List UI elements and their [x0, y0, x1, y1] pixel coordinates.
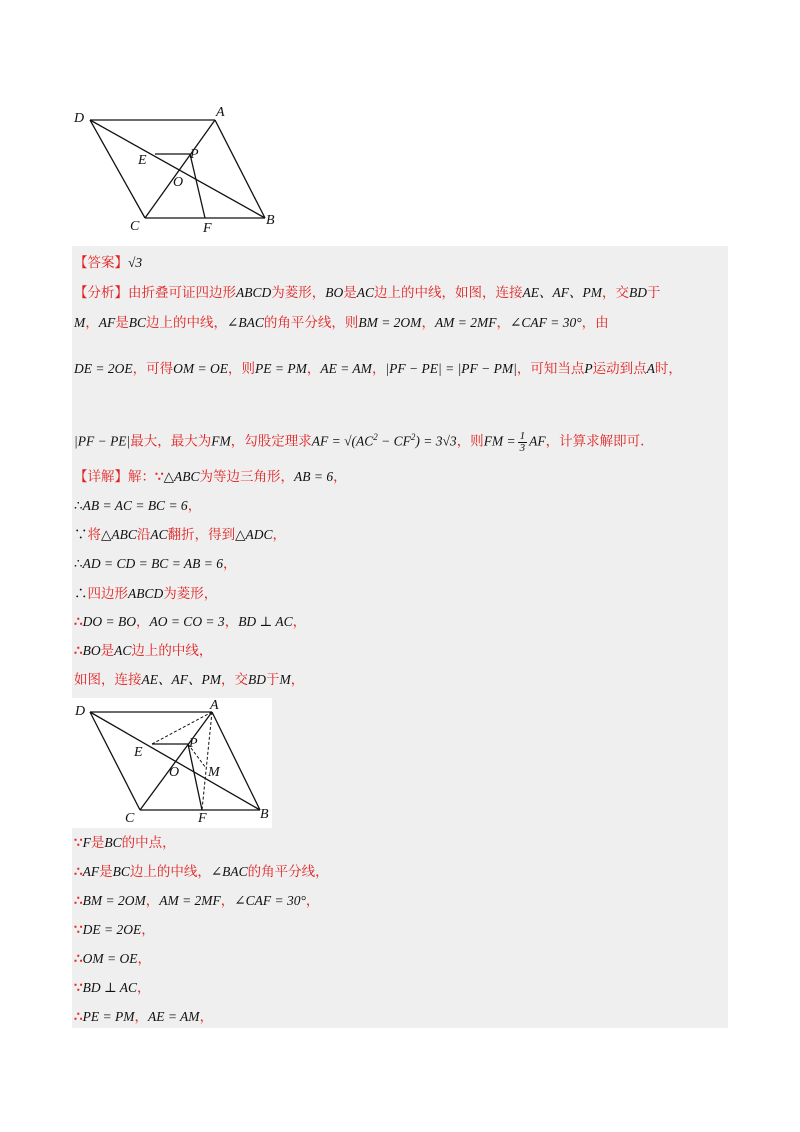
text-run: 边上的中线，	[146, 315, 228, 331]
detail-line-1	[74, 468, 347, 486]
text-run: AF = √(AC	[311, 433, 374, 449]
detail-tag: 【详解】	[74, 469, 128, 485]
text-run: AB = AC = BC = 6	[82, 498, 188, 513]
segment-PF	[190, 154, 205, 218]
text-run: DE = 2OE	[74, 361, 133, 376]
text-run: |PF − PE|	[74, 433, 131, 449]
label-C: C	[130, 219, 140, 234]
detail-line-9	[74, 834, 176, 852]
text-run: ∴	[74, 498, 83, 514]
text-run: 于	[647, 285, 661, 301]
text-run: AE = AM	[320, 361, 372, 376]
text-run: ，	[199, 1009, 214, 1025]
text-run: M	[74, 315, 86, 330]
segment-AB	[212, 712, 260, 810]
detail-line-10	[74, 863, 329, 881]
detail-line-6	[74, 613, 306, 631]
text-run: AE = AM	[147, 1009, 200, 1024]
analysis-line-3	[74, 360, 682, 378]
text-run: AF	[82, 864, 100, 879]
text-run: OM = OE	[82, 951, 138, 966]
text-run: ，则	[227, 361, 255, 377]
detail-line-8	[74, 671, 304, 689]
text-run: 边上的中线，	[131, 643, 213, 659]
text-run: ，	[496, 315, 511, 331]
text-run: ∴	[74, 893, 83, 909]
text-run: ，	[85, 315, 99, 331]
text-run: ，计算求解即可.	[545, 433, 645, 450]
text-run: OM = OE	[173, 361, 228, 376]
label-C: C	[125, 811, 135, 826]
text-run: 的角平分线，则	[263, 315, 359, 331]
text-run: AM = 2MF	[159, 893, 221, 908]
text-run: ，可得	[132, 361, 174, 377]
text-run: 由折叠可证四边形	[128, 285, 236, 301]
text-run: 为菱形，	[271, 285, 326, 301]
detail-line-4	[74, 555, 237, 573]
text-run: 的中点，	[121, 835, 176, 851]
text-run: AC	[150, 527, 168, 542]
text-run: AB = 6	[293, 469, 334, 484]
text-run: AE、AF、PM	[141, 672, 221, 687]
text-run: BM = 2OM	[82, 893, 146, 908]
text-run: 1	[519, 429, 526, 442]
text-run: 为菱形，	[163, 586, 218, 602]
detail-line-2	[74, 497, 201, 515]
label-M: M	[208, 765, 220, 780]
text-run: 时，	[654, 361, 682, 377]
detail-line-15	[74, 1008, 213, 1026]
text-run: ，由	[581, 315, 609, 331]
text-run: 最大，最大为	[130, 433, 212, 450]
text-run: FM	[211, 433, 231, 449]
text-run: FM =	[483, 433, 516, 449]
text-run: 2	[410, 432, 416, 442]
text-run: ABCD	[128, 586, 164, 601]
text-run: BO	[325, 285, 344, 300]
detail-line-12	[74, 921, 155, 939]
text-run: 是	[99, 864, 113, 880]
figure-rhombus-2	[72, 698, 272, 828]
text-run: ，交	[220, 672, 248, 688]
text-run: ，	[141, 922, 155, 938]
label-F: F	[203, 221, 212, 235]
text-run: △ABC	[163, 469, 200, 484]
text-run: 是	[115, 315, 129, 331]
text-run: ∴	[74, 556, 83, 572]
text-run: ∴	[74, 643, 83, 659]
text-run: F	[82, 835, 91, 850]
detail-line-5	[74, 585, 217, 603]
text-run: ∠CAF = 30°	[234, 893, 306, 908]
text-run: ∴	[74, 614, 83, 630]
text-run: ，	[135, 614, 150, 630]
answer-value: √3	[128, 255, 143, 270]
label-D: D	[75, 704, 86, 719]
text-run: ，交	[602, 285, 629, 301]
text-run: DE = 2OE	[82, 922, 142, 937]
text-run: A	[646, 361, 655, 376]
text-run: AM = 2MF	[434, 315, 497, 330]
text-run: PE = PM	[254, 361, 307, 376]
text-run: 沿	[136, 527, 151, 543]
text-run: BC	[104, 835, 122, 850]
text-run: 2	[373, 432, 378, 442]
segment-AE	[152, 712, 212, 744]
text-run: AC	[356, 285, 375, 300]
text-run: ，	[292, 614, 307, 630]
text-run: AE、AF、PM	[522, 285, 602, 300]
text-run: AF	[98, 315, 116, 330]
label-B: B	[260, 807, 269, 822]
text-run: ，	[305, 893, 320, 909]
text-run: ∵	[74, 980, 83, 996]
text-run: ∵	[74, 527, 88, 543]
text-run: ，	[224, 614, 239, 630]
text-run: 将	[87, 527, 101, 543]
text-run: BD	[629, 285, 647, 300]
text-run: M	[279, 672, 291, 687]
text-run: ，	[137, 980, 151, 996]
text-run: PE = PM	[82, 1009, 135, 1024]
text-run	[518, 431, 528, 454]
text-run: AO = CO = 3	[149, 614, 225, 629]
text-run: 是	[100, 643, 115, 659]
text-run: ，	[333, 469, 347, 485]
label-F: F	[198, 811, 207, 826]
answer-line	[74, 254, 142, 272]
detail-line-11	[74, 892, 319, 910]
detail-line-7	[74, 642, 212, 660]
text-run: 边上的中线，如图，连接	[374, 285, 523, 301]
text-run: AD = CD = BC = AB = 6	[82, 556, 224, 571]
text-run: △ADC	[235, 527, 273, 542]
analysis-tag: 【分析】	[74, 285, 128, 301]
label-E: E	[134, 745, 143, 760]
text-run: ABCD	[236, 285, 272, 300]
detail-line-13	[74, 950, 151, 968]
text-run: − CF	[377, 433, 411, 449]
segment-CA	[145, 120, 215, 218]
text-run: ∵	[74, 922, 83, 938]
detail-line-3	[74, 526, 286, 544]
label-A: A	[210, 698, 219, 713]
text-run: ∴	[74, 864, 83, 880]
text-run: BC	[128, 315, 147, 330]
text-run: 3	[519, 441, 526, 454]
analysis-line-4	[74, 428, 644, 454]
text-run: ∠CAF = 30°	[510, 315, 582, 330]
label-D: D	[74, 111, 85, 126]
text-run: ∴	[74, 586, 88, 602]
text-run: BD ⊥ AC	[238, 614, 293, 629]
text-run: ∵	[74, 835, 83, 851]
text-run: ∴	[74, 951, 83, 967]
text-run: ∴	[74, 1009, 83, 1025]
text-run: ) = 3√3	[415, 433, 457, 449]
text-run: BC	[112, 864, 130, 879]
label-A: A	[216, 105, 225, 120]
analysis-line-1	[74, 284, 661, 302]
text-run: 四边形	[87, 586, 128, 602]
segment-DB	[90, 120, 265, 218]
text-run: 于	[265, 672, 280, 688]
text-run: ，	[223, 556, 237, 572]
text-run: 的角平分线，	[247, 864, 329, 880]
detail-line-14	[74, 979, 151, 997]
answer-tag: 【答案】	[74, 255, 128, 271]
text-run: 解：	[128, 469, 155, 485]
text-run: 是	[343, 285, 357, 301]
text-run: ，	[421, 315, 435, 331]
text-run: ∠BAC	[210, 864, 248, 879]
label-P: P	[189, 736, 198, 751]
text-run: |PF − PE| = |PF − PM|	[385, 361, 517, 376]
text-run: ，	[187, 498, 202, 514]
text-run: ，	[137, 951, 151, 967]
text-run: BD ⊥ AC	[82, 980, 138, 995]
text-run: DO = BO	[82, 614, 136, 629]
text-run: ，	[371, 361, 386, 377]
text-run: ，可知当点	[516, 361, 585, 377]
text-run: ，	[290, 672, 305, 688]
text-run: 运动到点	[592, 361, 647, 377]
text-run: 如图，连接	[74, 672, 142, 688]
text-run: BD	[247, 672, 266, 687]
segment-AF	[202, 712, 212, 810]
analysis-line-2	[74, 314, 609, 332]
text-run: 边上的中线，	[129, 864, 211, 880]
label-E: E	[138, 153, 147, 168]
text-run: ∵	[155, 469, 164, 485]
text-run: 翻折，得到	[167, 527, 236, 543]
text-run: P	[584, 361, 593, 376]
text-run: ，	[134, 1009, 148, 1025]
text-run: AC	[114, 643, 132, 658]
label-B: B	[266, 213, 275, 228]
text-run: ∠BAC	[227, 315, 264, 330]
label-O: O	[169, 765, 180, 780]
text-run: 为等边三角形，	[199, 469, 294, 485]
text-run: AF	[529, 433, 546, 449]
text-run: BO	[82, 643, 101, 658]
figure-rhombus-1	[70, 100, 290, 235]
text-run: ，	[272, 527, 287, 543]
text-run: △ABC	[101, 527, 137, 542]
text-run: 是	[90, 835, 105, 851]
text-run: ，	[145, 893, 160, 909]
text-run: ，则	[456, 433, 484, 450]
label-P: P	[190, 147, 199, 162]
label-O: O	[173, 175, 184, 190]
text-run: BM = 2OM	[358, 315, 422, 330]
text-run: ，	[220, 893, 235, 909]
text-run: ，勾股定理求	[230, 433, 312, 450]
text-run: ，	[306, 361, 321, 377]
